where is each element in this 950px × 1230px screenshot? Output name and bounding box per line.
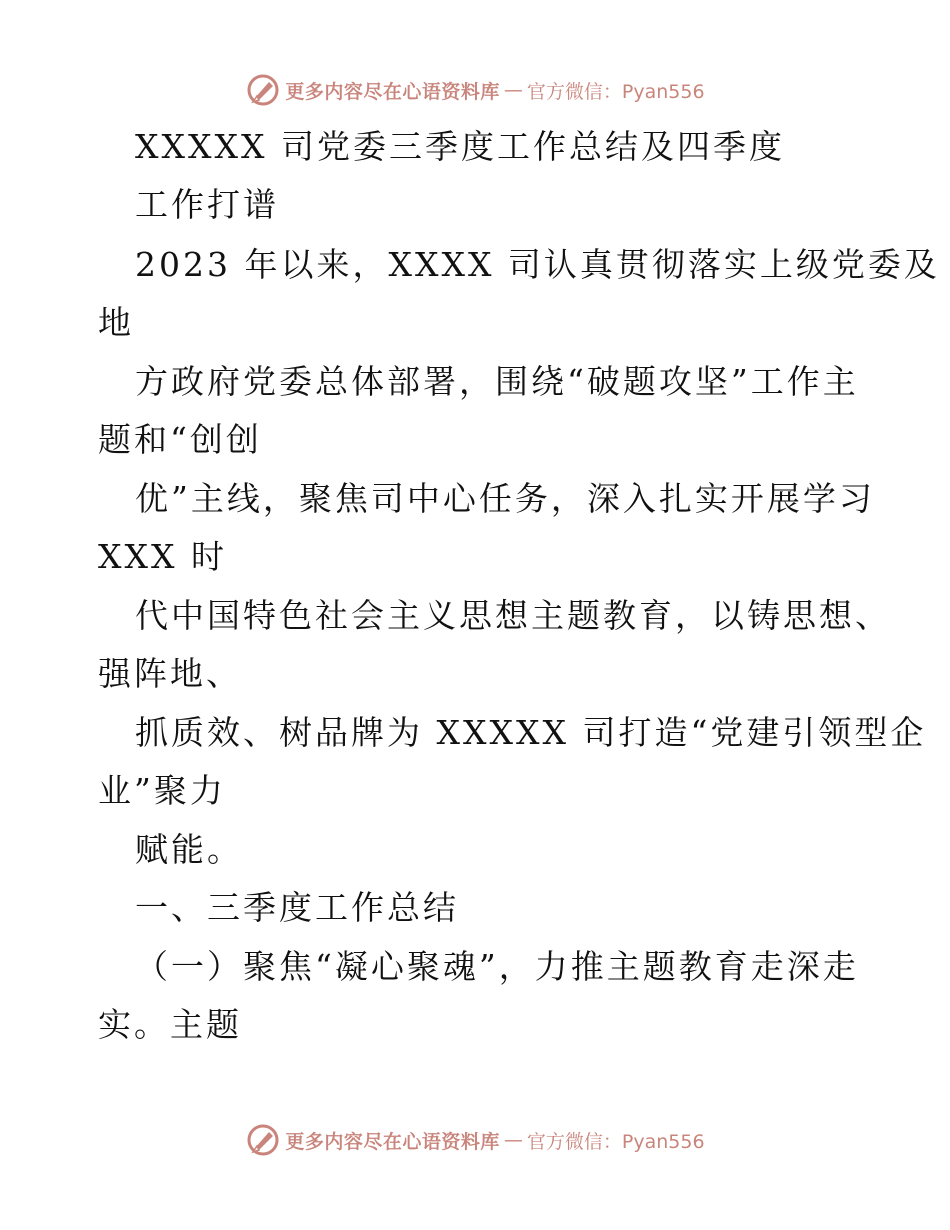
banner-main-text: 更多内容尽在心语资料库: [285, 80, 500, 103]
doc-paragraph-line: 地: [98, 303, 134, 342]
doc-title-line-1: XXXXX 司党委三季度工作总结及四季度: [135, 127, 785, 166]
subsection-heading: （一）聚焦“凝心聚魂”，力推主题教育走深走: [135, 947, 859, 986]
banner-contact: 官方微信：Pyan556: [526, 1130, 705, 1153]
pen-logo-icon: [245, 1122, 281, 1158]
banner-main-text: 更多内容尽在心语资料库: [285, 1130, 500, 1153]
banner-separator: —: [503, 1129, 523, 1151]
banner-separator: —: [503, 79, 523, 101]
doc-paragraph-line: 优”主线，聚焦司中心任务，深入扎实开展学习: [135, 479, 875, 518]
doc-paragraph-line: 2023 年以来，XXXX 司认真贯彻落实上级党委及: [135, 245, 940, 284]
footer-banner: [0, 1120, 950, 1160]
doc-paragraph-line: 题和“创创: [98, 420, 262, 459]
doc-paragraph-line: 赋能。: [135, 830, 243, 869]
doc-paragraph-line: 方政府党委总体部署，围绕“破题攻坚”工作主: [135, 362, 859, 401]
doc-paragraph-line: XXX 时: [98, 537, 227, 576]
doc-paragraph-line: 强阵地、: [98, 654, 242, 693]
doc-paragraph-line: 抓质效、树品牌为 XXXXX 司打造“党建引领型企: [135, 713, 927, 752]
doc-paragraph-line: 代中国特色社会主义思想主题教育，以铸思想、: [135, 596, 891, 635]
doc-paragraph-line: 业”聚力: [98, 771, 226, 810]
pen-logo-icon: [245, 72, 281, 108]
section-heading: 一、三季度工作总结: [135, 888, 459, 927]
doc-title-line-2: 工作打谱: [135, 185, 279, 224]
banner-contact: 官方微信：Pyan556: [526, 80, 705, 103]
header-banner: [0, 70, 950, 110]
doc-paragraph-line: 实。主题: [98, 1005, 242, 1044]
